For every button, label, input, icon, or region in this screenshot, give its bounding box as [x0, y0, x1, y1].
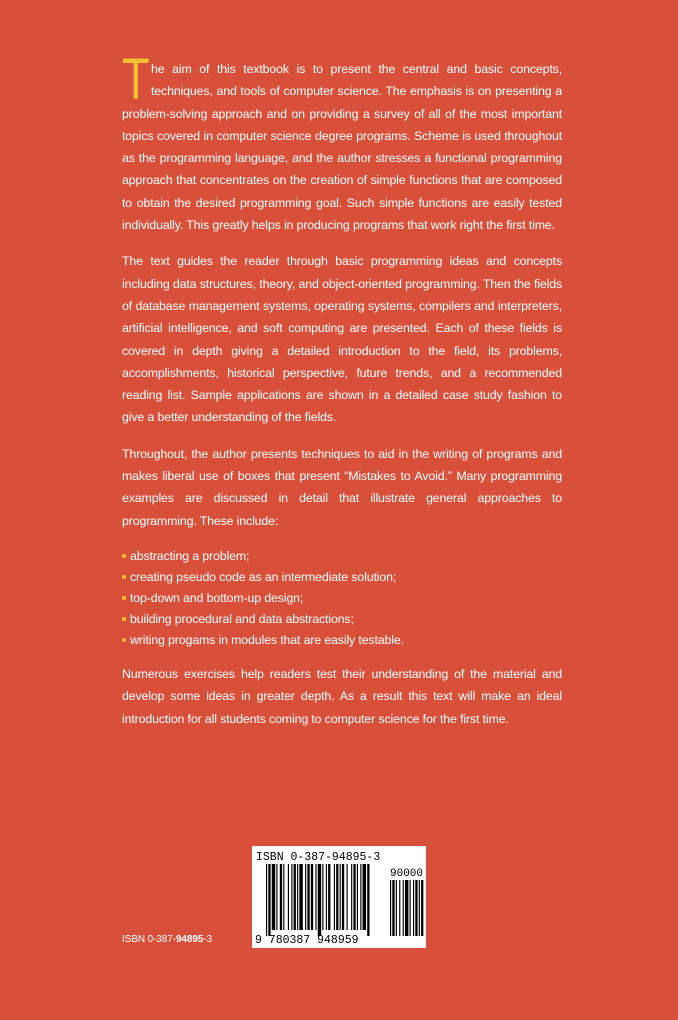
- bullet-icon: [122, 554, 126, 558]
- bullet-icon: [122, 596, 126, 600]
- barcode-isbn-text: ISBN 0-387-94895-3: [256, 851, 381, 864]
- bullet-list: [122, 546, 562, 651]
- barcode-addon-bar: [405, 880, 408, 936]
- list-item: abstracting a problem;: [122, 546, 562, 567]
- barcode-bar: [322, 864, 323, 930]
- barcode-bar: [315, 864, 316, 930]
- barcode-bar: [288, 864, 289, 930]
- barcode-bar: [272, 864, 275, 930]
- barcode-addon-bar: [421, 880, 423, 936]
- barcode-bar: [340, 864, 341, 930]
- list-item: writing progams in modules that are easily testable.: [122, 630, 562, 651]
- barcode-graphic: [252, 846, 426, 948]
- barcode-bar: [280, 864, 282, 930]
- barcode-bar: [276, 864, 277, 930]
- paragraph-guides: The text guides the reader through basic programming ideas and concepts including data structures, theory, and object-oriented programming. Then the fields of database management systems, operating systems, compilers and interpreters, artificial intelligence, and soft computing are presented. Each of these fields is covered in depth giving a detailed introduction to the field, its problems, accomplishments, historical perspective, future trends, and a recommended reading list. Sample applications are shown in a detailed case study fashion to give a better understanding of the fields.: [122, 254, 562, 425]
- barcode-bar: [326, 864, 327, 930]
- barcode-addon-bar: [415, 880, 417, 936]
- list-item: top-down and bottom-up design;: [122, 588, 562, 609]
- barcode-addon-bar: [392, 880, 394, 936]
- barcode-bar: [336, 864, 338, 930]
- description-text: [122, 47, 562, 744]
- barcode-bar: [353, 864, 355, 930]
- barcode-bar: [351, 864, 352, 930]
- barcode-addon-bar: [396, 880, 397, 936]
- barcode-addon-bar: [413, 880, 414, 936]
- barcode-bar: [268, 864, 270, 936]
- bullet-icon: [122, 617, 126, 621]
- paragraph-exercises: Numerous exercises help readers test their understanding of the material and develop some ideas in greater depth. As a result this text will make an ideal introduction for all students coming to computer science for the first time.: [122, 666, 562, 726]
- bullet-icon: [122, 575, 126, 579]
- barcode-addon-bar: [419, 880, 420, 936]
- barcode-bar: [299, 864, 302, 930]
- paragraph-intro: [122, 47, 562, 236]
- barcode-bar: [334, 864, 335, 930]
- list-item: creating pseudo code as an intermediate solution;: [122, 567, 562, 588]
- barcode-bar: [307, 864, 309, 930]
- barcode-bar: [294, 864, 296, 930]
- barcode-addon-bar: [403, 880, 404, 936]
- barcode-bar: [283, 864, 284, 930]
- barcode-bar: [367, 864, 369, 936]
- barcode-ean-digits: 9 780387 948959: [255, 934, 359, 947]
- isbn-label: ISBN 0-387-94895-3: [122, 934, 212, 945]
- list-item: building procedural and data abstractions;: [122, 609, 562, 630]
- barcode-price-code: 90000: [390, 868, 424, 880]
- barcode-addon-bar: [410, 880, 411, 936]
- barcode-bar: [266, 864, 267, 936]
- barcode-bar: [360, 864, 361, 930]
- barcode-bar: [328, 864, 330, 930]
- barcode-bars-main: [266, 864, 370, 936]
- barcode-bar: [318, 864, 321, 936]
- barcode-addon-bar: [399, 880, 400, 936]
- barcode-bar: [291, 864, 292, 930]
- barcode-bar: [347, 864, 348, 930]
- barcode-bar: [342, 864, 344, 930]
- barcode: [252, 846, 426, 948]
- barcode-bar: [357, 864, 358, 930]
- drop-cap: T: [122, 47, 150, 112]
- barcode-bar: [297, 864, 298, 930]
- paragraph-intro-text: he aim of this textbook is to present the central and basic concepts, techniques, and tools of computer science. The emphasis is on presenting a problem-solving approach and on providing a survey of all of the most important topics covered in computer science degree programs. Scheme is used throughout as the programming language, and the author stresses a functional programming approach that concentrates on the creation of simple functions that are composed to obtain the desired programming goal. Such simple functions are easily tested individually. This greatly helps in producing programs that work right the first time.: [122, 62, 562, 233]
- paragraph-techniques: Throughout, the author presents techniques to aid in the writing of programs and makes liberal use of boxes that present “Mistakes to Avoid.” Many programming examples are discussed in detail that illustrate general approaches to programming. These include:: [122, 446, 562, 528]
- barcode-addon-bar: [390, 880, 391, 936]
- bullet-icon: [122, 638, 126, 642]
- barcode-bar: [311, 864, 313, 930]
- barcode-bar: [305, 864, 306, 930]
- barcode-bar: [363, 864, 366, 930]
